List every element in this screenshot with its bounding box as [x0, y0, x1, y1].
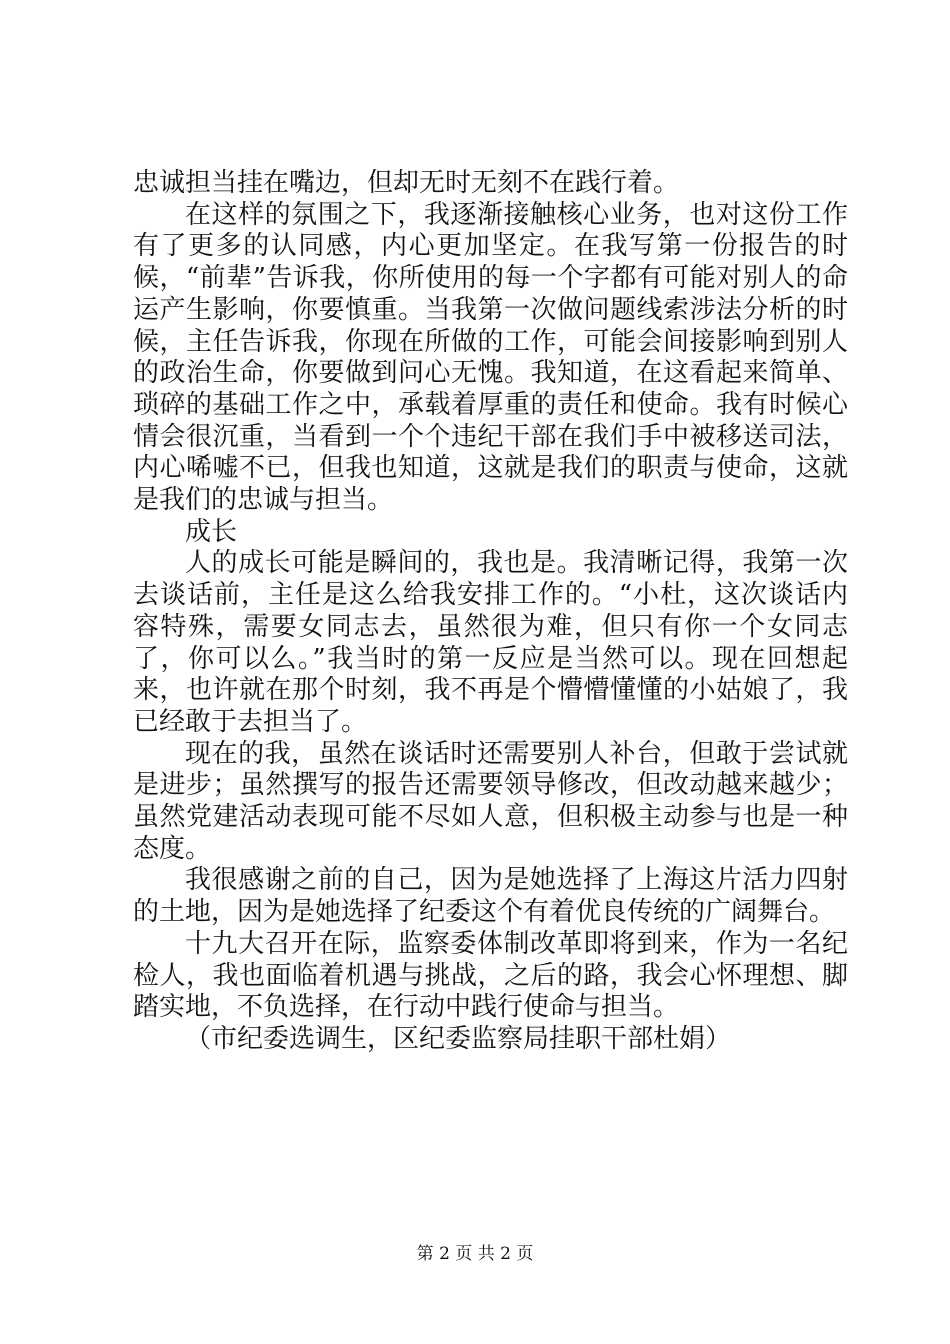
section-heading-growth: 成长: [185, 516, 238, 547]
document-body: [133, 168, 848, 1056]
paragraph-first-talk: 人的成长可能是瞬间的，我也是。我清晰记得，我第一次去谈话前，主任是这么给我安排工作的。“小杜，这次谈话内容特殊，需要女同志去，虽然很为难，但只有你一个女同志了，你可以么。”我当时的第一反应是当然可以。现在回想起来，也许就在那个时刻，我不再是个懵懵懂懂的小姑娘了，我已经敢于去担当了。: [133, 548, 848, 737]
paragraph-current-self: 现在的我，虽然在谈话时还需要别人补台，但敢于尝试就是进步；虽然撰写的报告还需要领导修改，但改动越来越少；虽然党建活动表现可能不尽如人意，但积极主动参与也是一种态度。: [133, 738, 848, 864]
paragraph-future: 十九大召开在际，监察委体制改革即将到来，作为一名纪检人，我也面临着机遇与挑战，之后的路，我会心怀理想、脚踏实地，不负选择，在行动中践行使命与担当。: [133, 928, 848, 1023]
paragraph-gratitude: 我很感谢之前的自己，因为是她选择了上海这片活力四射的土地，因为是她选择了纪委这个有着优良传统的广阔舞台。: [133, 865, 848, 928]
paragraph-continuation: 忠诚担当挂在嘴边，但却无时无刻不在践行着。: [133, 168, 680, 198]
page-number-footer: 第 2 页 共 2 页: [416, 1244, 534, 1264]
paragraph-atmosphere: 在这样的氛围之下，我逐渐接触核心业务，也对这份工作有了更多的认同感，内心更加坚定。在我写第一份报告的时候，“前辈”告诉我，你所使用的每一个字都有可能对别人的命运产生影响，你要慎重。当我第一次做问题线索涉法分析的时候，主任告诉我，你现在所做的工作，可能会间接影响到别人的政治生命，你要做到问心无愧。我知道，在这看起来简单、琐碎的基础工作之中，承载着厚重的责任和使命。我有时候心情会很沉重，当看到一个个违纪干部在我们手中被移送司法，内心唏嘘不已，但我也知道，这就是我们的职责与使命，这就是我们的忠诚与担当。: [133, 199, 848, 516]
author-signature: （市纪委选调生，区纪委监察局挂职干部杜娟）: [185, 1023, 732, 1054]
